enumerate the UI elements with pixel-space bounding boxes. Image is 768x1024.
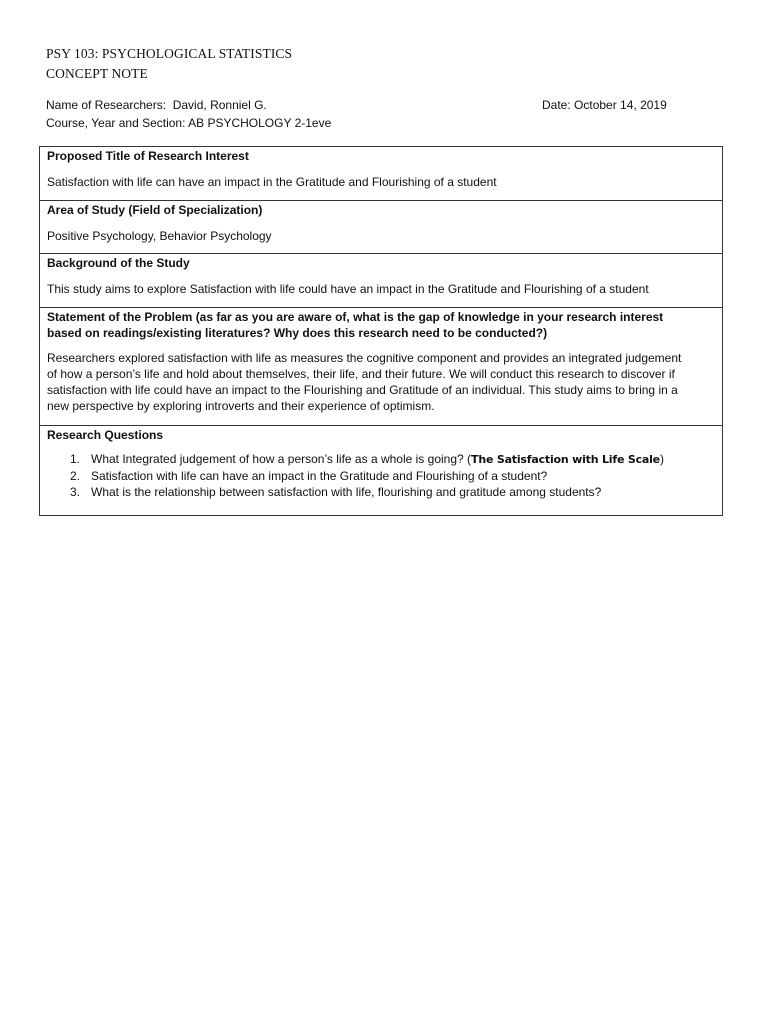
section-body [47,350,715,414]
list-item [47,451,715,468]
body-line: Researchers explored satisfaction with life as measures the cognitive component and provides an integrated judgement [47,351,682,365]
body-line: satisfaction with life could have an impact to the Flourishing and Gratitude of an individual. This study aims to bring in a [47,383,678,397]
date-value: October 14, 2019 [574,98,667,112]
list-item [47,468,715,484]
body-line: of how a person’s life and hold about themselves, their life, and their future. We will conduct this research to discover if [47,367,675,381]
document-type: CONCEPT NOTE [46,66,148,81]
question-text: Satisfaction with life can have an impact in the Gratitude and Flourishing of a student? [91,469,548,483]
question-number: 2. [70,469,81,483]
section-heading: Background of the Study [47,256,190,270]
question-number: 3. [70,485,81,499]
question-text-close: ) [659,452,664,466]
course-label: Course, Year and Section: [46,116,186,130]
list-item [47,484,715,500]
questions-list [47,451,715,500]
section-heading: Area of Study (Field of Specialization) [47,203,263,217]
concept-note-table [39,146,723,516]
section-research-questions [40,426,722,515]
date-line [542,97,667,113]
question-text-main: What Integrated judgement of how a person’s life as a whole is going? ( [91,452,472,466]
question-text [91,451,715,468]
section-statement-of-problem [40,308,722,426]
section-body: This study aims to explore Satisfaction with life could have an impact in the Gratitude and Flourishing of a student [47,282,649,296]
course-line [46,115,331,131]
course-value: AB PSYCHOLOGY 2-1eve [188,116,332,130]
section-area-of-study [40,201,722,254]
section-heading: Research Questions [47,428,164,442]
researchers-label: Name of Researchers: [46,98,167,112]
date-label: Date: [542,98,571,112]
question-text: What is the relationship between satisfaction with life, flourishing and gratitude among students? [91,485,602,499]
researchers-value: David, Ronniel G. [172,98,267,112]
section-heading: Proposed Title of Research Interest [47,149,249,163]
section-background [40,254,722,308]
section-body: Satisfaction with life can have an impact in the Gratitude and Flourishing of a student [47,175,497,189]
section-heading-line: based on readings/existing literatures? Why does this research need to be conducted?) [47,326,548,340]
question-number: 1. [70,452,81,466]
section-heading-line: Statement of the Problem (as far as you are aware of, what is the gap of knowledge in your research interest [47,310,664,324]
course-title: PSY 103: PSYCHOLOGICAL STATISTICS [46,46,293,61]
body-line: new perspective by exploring introverts and their experience of optimism. [47,399,435,413]
researchers-line [46,97,267,113]
scale-name: The Satisfaction with Life Scale [471,453,660,466]
section-proposed-title [40,147,722,201]
section-body: Positive Psychology, Behavior Psychology [47,229,272,243]
